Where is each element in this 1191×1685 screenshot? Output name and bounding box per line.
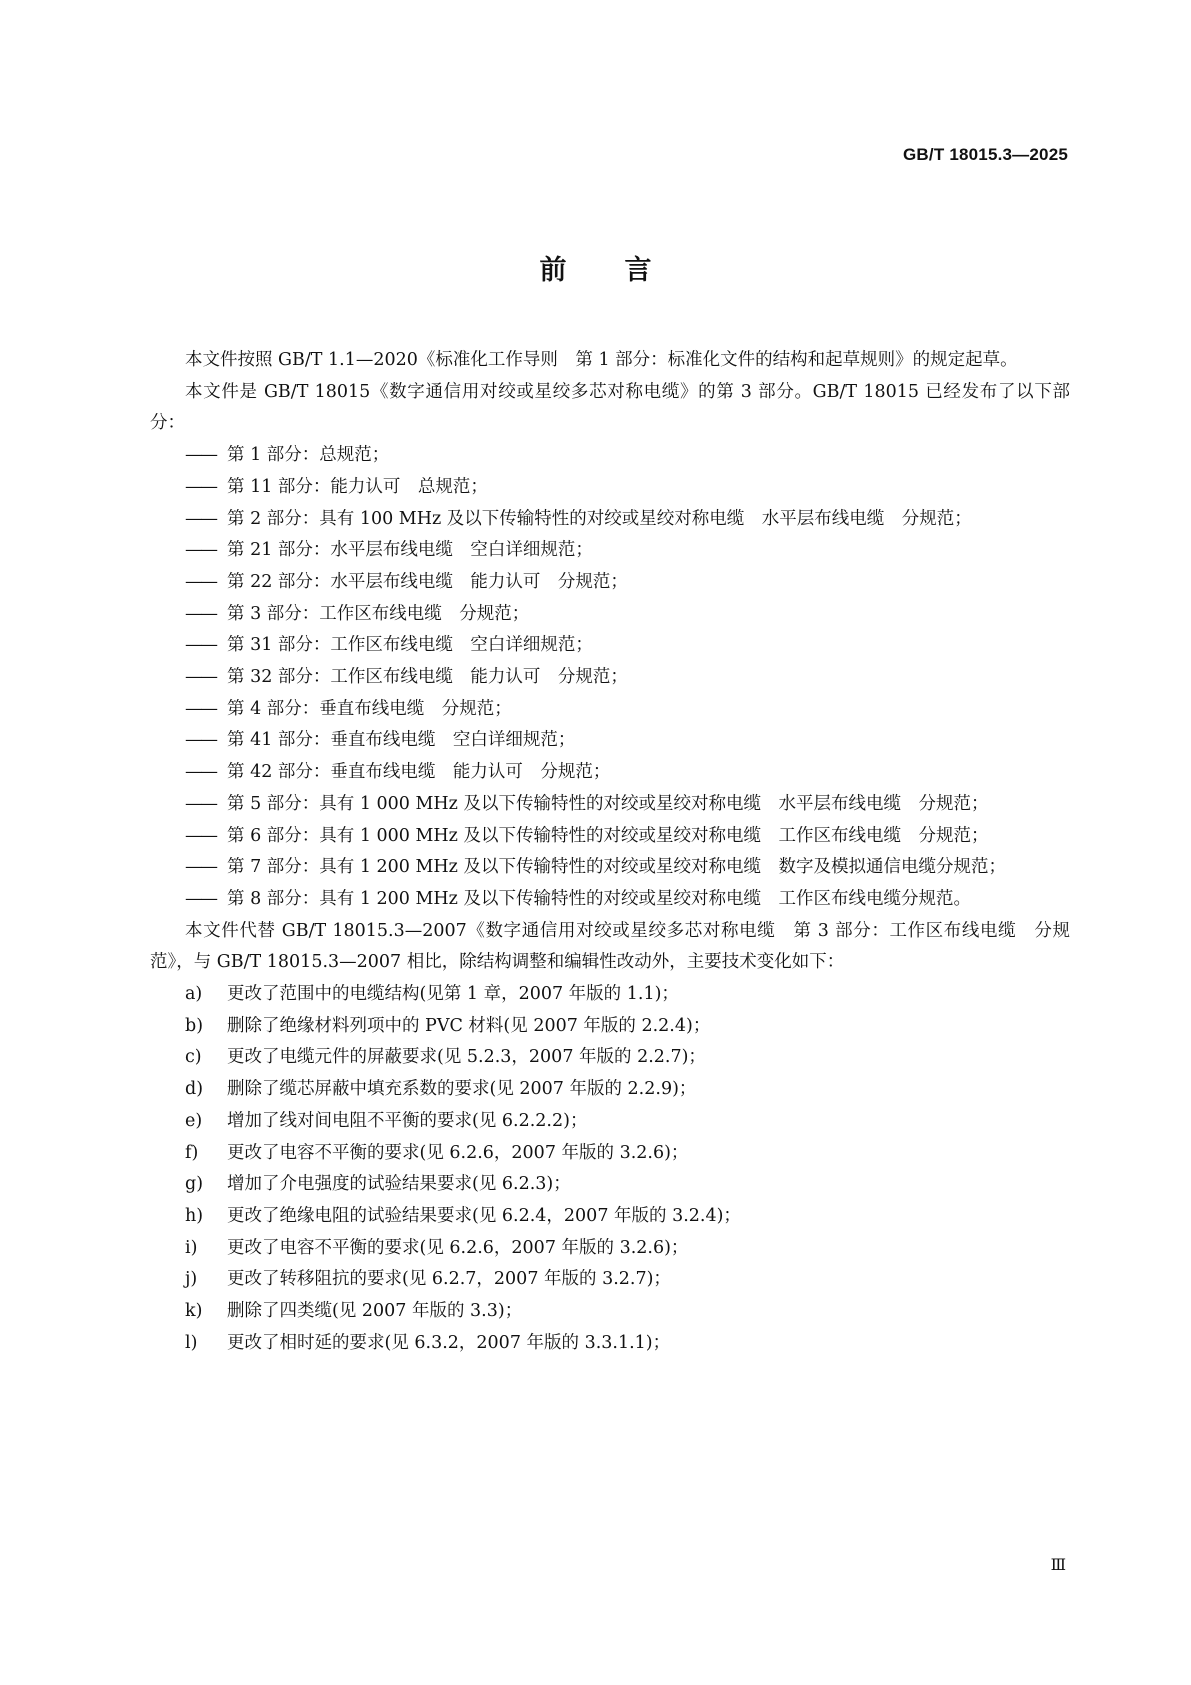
list-item-text: 第 4 部分：垂直布线电缆 分规范； — [227, 698, 512, 719]
replacement-paragraph: 本文件代替 GB/T 18015.3—2007《数字通信用对绞或星绞多芯对称电缆 第 3 部分：工作区布线电缆 分规范》，与 GB/T 18015.3—2007 相比，除结构调整和编辑性改动外，主要技术变化如下： — [150, 920, 1070, 973]
list-marker: l) — [185, 1332, 198, 1353]
doc-code: GB/T 18015.3—2025 — [903, 145, 1068, 164]
list-item-text: 第 42 部分：垂直布线电缆 能力认可 分规范； — [227, 762, 611, 783]
list-item-text: 增加了线对间电阻不平衡的要求(见 6.2.2.2)； — [227, 1110, 588, 1131]
list-item-text: 更改了范围中的电缆结构(见第 1 章，2007 年版的 1.1)； — [227, 984, 679, 1005]
list-marker: h) — [185, 1205, 204, 1226]
list-marker: i) — [185, 1237, 198, 1258]
list-marker: a) — [185, 984, 203, 1005]
list-item — [150, 662, 1070, 694]
list-item-text: 更改了电容不平衡的要求(见 6.2.6，2007 年版的 3.2.6)； — [227, 1237, 689, 1258]
list-item-text: 第 7 部分：具有 1 200 MHz 及以下传输特性的对绞或星绞对称电缆 数字及模拟通信电缆分规范； — [227, 857, 1006, 878]
page-title: 前言 — [539, 255, 710, 286]
dash-marker: —— — [185, 730, 216, 751]
page-number: Ⅲ — [1050, 1555, 1066, 1574]
list-item — [150, 852, 1070, 884]
list-item — [150, 1296, 1070, 1328]
list-item-text: 第 8 部分：具有 1 200 MHz 及以下传输特性的对绞或星绞对称电缆 工作区布线电缆分规范。 — [227, 888, 971, 909]
dash-marker: —— — [185, 635, 216, 656]
list-item — [150, 535, 1070, 567]
list-item — [150, 1138, 1070, 1170]
list-item — [150, 1201, 1070, 1233]
list-item — [150, 1042, 1070, 1074]
list-item — [150, 440, 1070, 472]
list-item — [150, 1011, 1070, 1043]
list-item — [150, 567, 1070, 599]
list-item — [150, 1074, 1070, 1106]
list-item-text: 更改了转移阻抗的要求(见 6.2.7，2007 年版的 3.2.7)； — [227, 1269, 671, 1290]
list-item-text: 第 41 部分：垂直布线电缆 空白详细规范； — [227, 730, 576, 751]
list-item-text: 更改了电缆元件的屏蔽要求(见 5.2.3，2007 年版的 2.2.7)； — [227, 1047, 706, 1068]
list-item-text: 第 11 部分：能力认可 总规范； — [227, 476, 488, 497]
list-item-text: 第 31 部分：工作区布线电缆 空白详细规范； — [227, 635, 593, 656]
list-item-text: 更改了电容不平衡的要求(见 6.2.6，2007 年版的 3.2.6)； — [227, 1142, 689, 1163]
list-marker: k) — [185, 1301, 203, 1322]
list-item-text: 第 6 部分：具有 1 000 MHz 及以下传输特性的对绞或星绞对称电缆 工作区布线电缆 分规范； — [227, 825, 989, 846]
list-item — [150, 1106, 1070, 1138]
dash-marker: —— — [185, 571, 216, 592]
list-marker: b) — [185, 1015, 204, 1036]
list-item-text: 删除了缆芯屏蔽中填充系数的要求(见 2007 年版的 2.2.9)； — [227, 1079, 697, 1100]
list-item — [150, 472, 1070, 504]
intro-paragraph: 本文件是 GB/T 18015《数字通信用对绞或星绞多芯对称电缆》的第 3 部分。GB/T 18015 已经发布了以下部分： — [150, 381, 1070, 434]
list-item — [150, 757, 1070, 789]
dash-marker: —— — [185, 793, 216, 814]
list-item — [150, 1233, 1070, 1265]
list-item — [150, 1169, 1070, 1201]
list-marker: e) — [185, 1110, 203, 1131]
list-item — [150, 1264, 1070, 1296]
list-item — [150, 979, 1070, 1011]
dash-marker: —— — [185, 825, 216, 846]
list-item-text: 第 22 部分：水平层布线电缆 能力认可 分规范； — [227, 571, 628, 592]
list-item — [150, 789, 1070, 821]
list-marker: f) — [185, 1142, 199, 1163]
intro-paragraph: 本文件按照 GB/T 1.1—2020《标准化工作导则 第 1 部分：标准化文件的结构和起草规则》的规定起草。 — [185, 350, 1018, 370]
list-item-text: 更改了相时延的要求(见 6.3.2，2007 年版的 3.3.1.1)； — [227, 1332, 671, 1353]
list-item-text: 第 5 部分：具有 1 000 MHz 及以下传输特性的对绞或星绞对称电缆 水平层布线电缆 分规范； — [227, 793, 989, 814]
parts-list — [150, 440, 1070, 916]
dash-marker: —— — [185, 857, 216, 878]
dash-marker: —— — [185, 445, 216, 466]
list-marker: c) — [185, 1047, 202, 1068]
dash-marker: —— — [185, 540, 216, 561]
list-item — [150, 1328, 1070, 1360]
dash-marker: —— — [185, 603, 216, 624]
list-item — [150, 884, 1070, 916]
list-item-text: 第 2 部分：具有 100 MHz 及以下传输特性的对绞或星绞对称电缆 水平层布线电缆 分规范； — [227, 508, 972, 529]
changes-list — [150, 979, 1070, 1359]
list-marker: j) — [185, 1269, 198, 1290]
list-item — [150, 821, 1070, 853]
list-item-text: 第 21 部分：水平层布线电缆 空白详细规范； — [227, 540, 593, 561]
list-item-text: 删除了四类缆(见 2007 年版的 3.3)； — [227, 1301, 523, 1322]
list-marker: g) — [185, 1174, 204, 1195]
list-item — [150, 599, 1070, 631]
list-item — [150, 725, 1070, 757]
list-item-text: 第 3 部分：工作区布线电缆 分规范； — [227, 603, 530, 624]
dash-marker: —— — [185, 698, 216, 719]
list-marker: d) — [185, 1079, 204, 1100]
document-body — [150, 345, 1070, 1360]
list-item-text: 增加了介电强度的试验结果要求(见 6.2.3)； — [227, 1174, 571, 1195]
list-item-text: 删除了绝缘材料列项中的 PVC 材料(见 2007 年版的 2.2.4)； — [227, 1015, 711, 1036]
dash-marker: —— — [185, 476, 216, 497]
list-item-text: 第 32 部分：工作区布线电缆 能力认可 分规范； — [227, 667, 628, 688]
list-item — [150, 504, 1070, 536]
dash-marker: —— — [185, 762, 216, 783]
list-item-text: 更改了绝缘电阻的试验结果要求(见 6.2.4，2007 年版的 3.2.4)； — [227, 1205, 741, 1226]
list-item — [150, 694, 1070, 726]
list-item-text: 第 1 部分：总规范； — [227, 445, 390, 466]
dash-marker: —— — [185, 667, 216, 688]
list-item — [150, 630, 1070, 662]
dash-marker: —— — [185, 508, 216, 529]
dash-marker: —— — [185, 888, 216, 909]
